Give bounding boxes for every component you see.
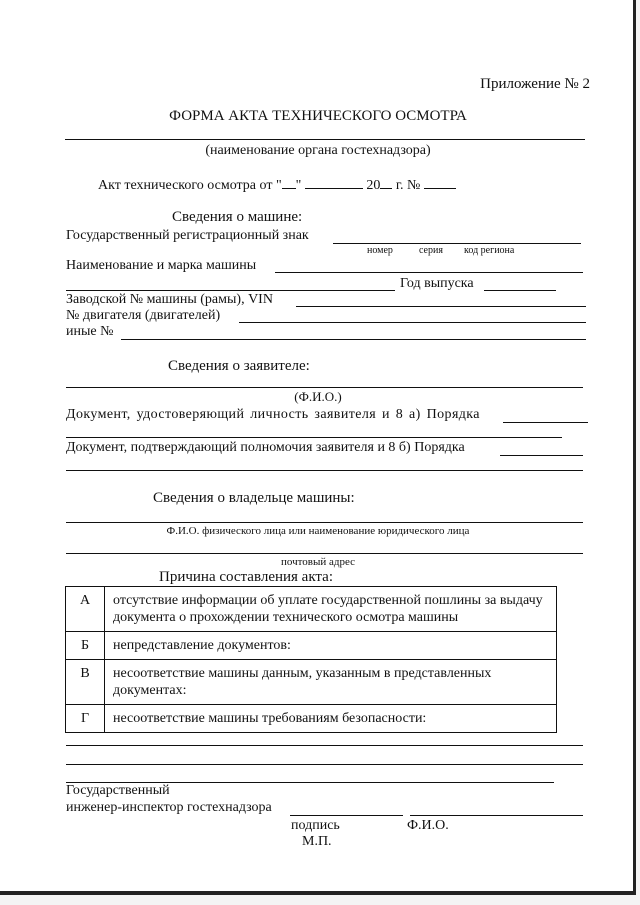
id-doc-field[interactable]: [503, 422, 588, 423]
reg-sign-label: Государственный регистрационный знак: [66, 228, 309, 243]
reasons-table: [65, 586, 557, 733]
machine-heading: Сведения о машине:: [172, 209, 303, 225]
act-month-field[interactable]: [305, 176, 363, 189]
form-title: ФОРМА АКТА ТЕХНИЧЕСКОГО ОСМОТРА: [169, 108, 467, 124]
scan-edge-bottom: [0, 891, 636, 895]
notes-line-2[interactable]: [66, 764, 583, 765]
org-name-caption: (наименование органа гостехнадзора): [205, 143, 431, 158]
reason-text: отсутствие информации об уплате государственной пошлины за выдачу документа о прохождении технического осмотра машины: [105, 587, 557, 632]
vin-field[interactable]: [296, 306, 586, 307]
applicant-fio-field[interactable]: [66, 387, 583, 388]
authority-doc-field[interactable]: [500, 455, 583, 456]
act-year-suffix: г. №: [395, 178, 421, 193]
other-numbers-field[interactable]: [121, 339, 586, 340]
reg-sign-number-caption: номер: [367, 245, 393, 256]
act-year-prefix: 20: [366, 178, 381, 193]
inspector-fio-field[interactable]: [410, 815, 583, 816]
reg-sign-series-caption: серия: [419, 245, 443, 256]
owner-name-field[interactable]: [66, 522, 583, 523]
id-doc-label: Документ, удостоверяющий личность заявителя и 8 а) Порядка: [66, 407, 480, 422]
act-date-line: [98, 176, 456, 194]
reason-row-g: [66, 705, 557, 733]
year-label: Год выпуска: [400, 276, 474, 291]
reasons-heading: Причина составления акта:: [159, 569, 333, 585]
reason-row-v: [66, 660, 557, 705]
reg-sign-region-caption: код региона: [464, 245, 515, 256]
owner-address-caption: почтовый адрес: [280, 556, 356, 568]
act-number-field[interactable]: [424, 176, 456, 189]
org-name-line[interactable]: [65, 139, 585, 140]
inspector-title-line2: инженер-инспектор гостехнадзора: [66, 800, 272, 815]
other-numbers-label: иные №: [66, 324, 114, 339]
signature-field[interactable]: [290, 815, 403, 816]
reason-letter: Б: [66, 632, 105, 660]
owner-heading: Сведения о владельце машины:: [153, 490, 355, 506]
reason-letter: Г: [66, 705, 105, 733]
act-day-field[interactable]: [282, 176, 296, 189]
signature-caption: подпись: [291, 818, 340, 833]
reason-text: непредставление документов:: [105, 632, 557, 660]
engine-field[interactable]: [239, 322, 586, 323]
reason-letter: А: [66, 587, 105, 632]
reason-letter: В: [66, 660, 105, 705]
vin-label: Заводской № машины (рамы), VIN: [66, 292, 273, 307]
applicant-fio-caption: (Ф.И.О.): [294, 389, 342, 404]
notes-line-1[interactable]: [66, 745, 583, 746]
machine-name-field[interactable]: [275, 272, 583, 273]
reg-sign-field[interactable]: [333, 243, 581, 244]
act-year-field[interactable]: [380, 176, 392, 189]
scan-edge-right: [633, 0, 636, 895]
reason-text: несоответствие машины данным, указанным в представленных документах:: [105, 660, 557, 705]
authority-doc-label: Документ, подтверждающий полномочия заявителя и 8 б) Порядка: [66, 440, 465, 455]
machine-name-label: Наименование и марка машины: [66, 258, 257, 273]
machine-name-field-2[interactable]: [66, 290, 395, 291]
reason-row-a: [66, 587, 557, 632]
engine-label: № двигателя (двигателей): [66, 308, 221, 323]
reason-text: несоответствие машины требованиям безопасности:: [105, 705, 557, 733]
owner-address-field[interactable]: [66, 553, 583, 554]
year-field[interactable]: [484, 290, 556, 291]
stamp-place: М.П.: [302, 834, 332, 849]
act-prefix: Акт технического осмотра от ": [98, 178, 282, 193]
id-doc-field-2[interactable]: [66, 437, 562, 438]
authority-doc-field-2[interactable]: [66, 470, 583, 471]
reason-row-b: [66, 632, 557, 660]
inspector-fio-caption: Ф.И.О.: [407, 818, 449, 833]
applicant-heading: Сведения о заявителе:: [168, 358, 310, 374]
inspector-title-line1: Государственный: [66, 783, 170, 798]
owner-name-caption: Ф.И.О. физического лица или наименование юридического лица: [166, 525, 470, 537]
appendix-number: Приложение № 2: [480, 76, 590, 92]
act-quote-close: ": [295, 178, 302, 193]
